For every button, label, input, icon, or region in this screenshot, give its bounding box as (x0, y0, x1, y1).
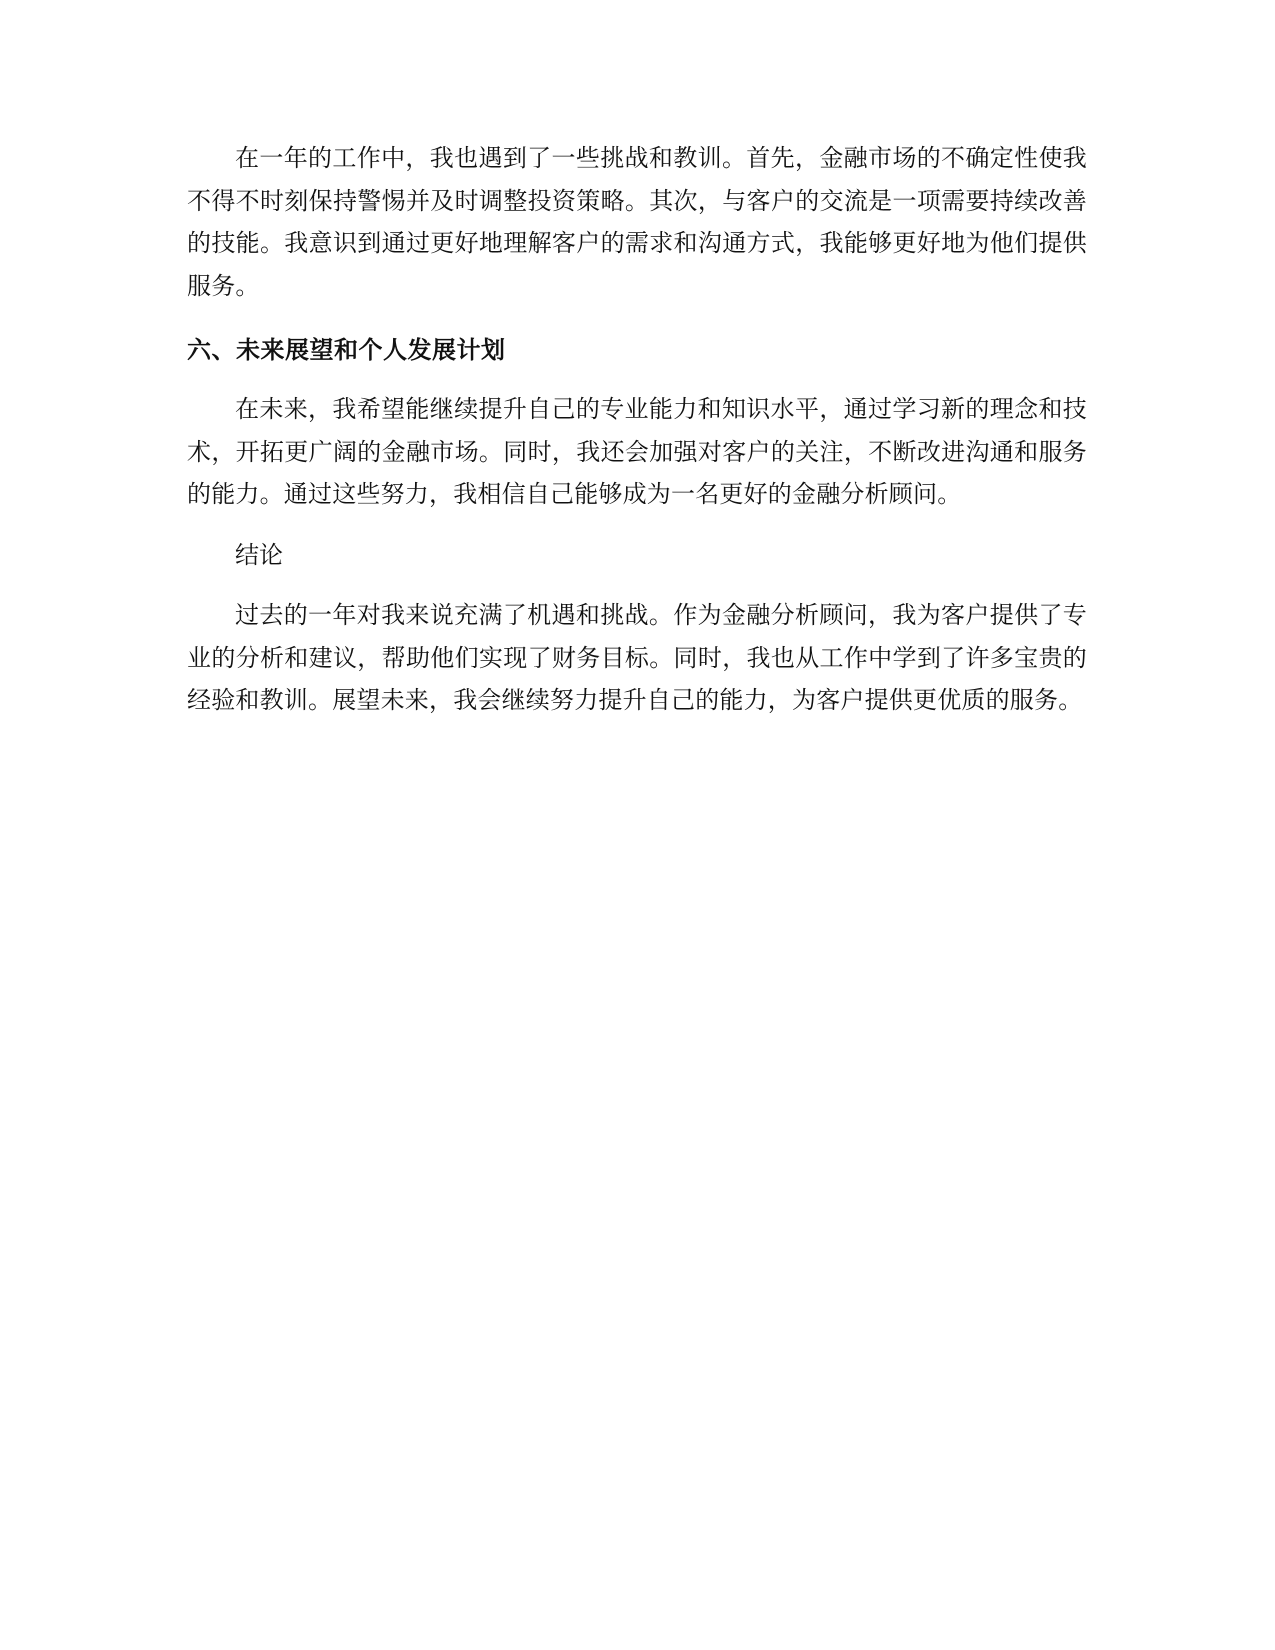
paragraph-spacer (187, 576, 1087, 594)
future-plan-paragraph: 在未来，我希望能继续提升自己的专业能力和知识水平，通过学习新的理念和技术，开拓更广阔的金融市场。同时，我还会加强对客户的关注，不断改进沟通和服务的能力。通过这些努力，我相信自己能够成为一名更好的金融分析顾问。 (187, 395, 1087, 508)
document-page (187, 137, 1087, 722)
challenges-paragraph: 在一年的工作中，我也遇到了一些挑战和教训。首先，金融市场的不确定性使我不得不时刻保持警惕并及时调整投资策略。其次，与客户的交流是一项需要持续改善的技能。我意识到通过更好地理解客户的需求和沟通方式，我能够更好地为他们提供服务。 (187, 144, 1087, 300)
conclusion-label: 结论 (235, 540, 283, 569)
conclusion-paragraph: 过去的一年对我来说充满了机遇和挑战。作为金融分析顾问，我为客户提供了专业的分析和建议，帮助他们实现了财务目标。同时，我也从工作中学到了许多宝贵的经验和教训。展望未来，我会继续努力提升自己的能力，为客户提供更优质的服务。 (187, 601, 1087, 714)
paragraph-spacer (187, 516, 1087, 534)
section-six-heading: 六、未来展望和个人发展计划 (187, 336, 506, 364)
